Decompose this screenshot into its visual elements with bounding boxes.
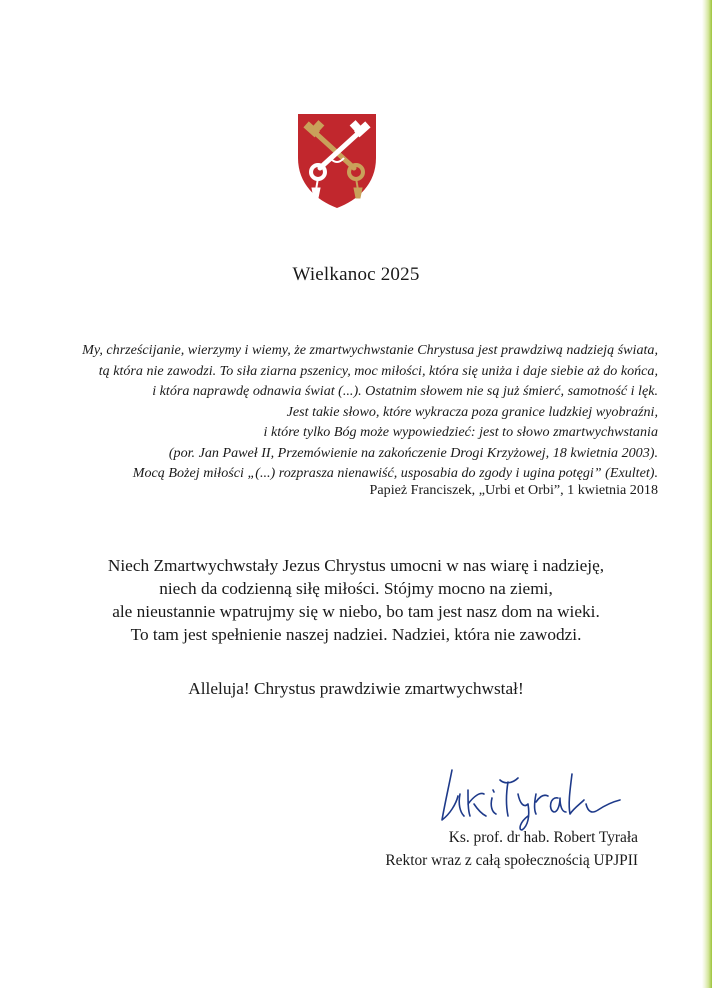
quote-attribution: Papież Franciszek, „Urbi et Orbi”, 1 kwietnia 2018 xyxy=(369,482,658,498)
quote-line: i która naprawdę odnawia świat (...). Ostatnim słowem nie są już śmierć, samotność i lęk. xyxy=(152,383,658,399)
quote-line: i które tylko Bóg może wypowiedzieć: jest to słowo zmartwychwstania xyxy=(263,424,658,440)
alleluja-line: Alleluja! Chrystus prawdziwie zmartwychwstał! xyxy=(188,679,524,698)
signer-role: Rektor wraz z całą społecznością UPJPII xyxy=(385,852,638,869)
quote-line: Mocą Bożej miłości „(...) rozprasza nienawiść, usposabia do zgody i ugina potęgi” (Exultet). xyxy=(132,465,658,481)
wishes-line: ale nieustannie wpatrujmy się w niebo, bo tam jest nasz dom na wieki. xyxy=(112,602,600,621)
pope-quote xyxy=(18,340,658,484)
quote-line: Jest takie słowo, które wykracza poza granice ludzkiej wyobraźni, xyxy=(286,403,658,420)
signer-block xyxy=(385,826,638,872)
letter-heading: Wielkanoc 2025 xyxy=(292,264,420,285)
wishes-line: To tam jest spełnienie naszej nadziei. Nadziei, która nie zawodzi. xyxy=(130,625,582,644)
signer-name: Ks. prof. dr hab. Robert Tyrała xyxy=(448,829,638,846)
quote-line: My, chrześcijanie, wierzymy i wiemy, że zmartwychwstanie Chrystusa jest prawdziwą nadzieją świata, xyxy=(82,342,658,358)
quote-line: (por. Jan Paweł II, Przemówienie na zakończenie Drogi Krzyżowej, 18 kwietnia 2003). xyxy=(168,444,658,461)
handwritten-signature xyxy=(438,760,634,832)
quote-line: tą która nie zawodzi. To siła ziarna pszenicy, moc miłości, która się uniża i daje siebie aż do końca, xyxy=(98,362,658,379)
easter-wishes xyxy=(0,554,712,646)
green-page-edge xyxy=(702,0,712,988)
wishes-line: Niech Zmartwychwstały Jezus Chrystus umocni w nas wiarę i nadzieję, xyxy=(107,556,605,575)
wishes-line: niech da codzienną siłę miłości. Stójmy mocno na ziemi, xyxy=(159,579,553,598)
papal-keys-coat-of-arms-icon xyxy=(296,112,378,210)
